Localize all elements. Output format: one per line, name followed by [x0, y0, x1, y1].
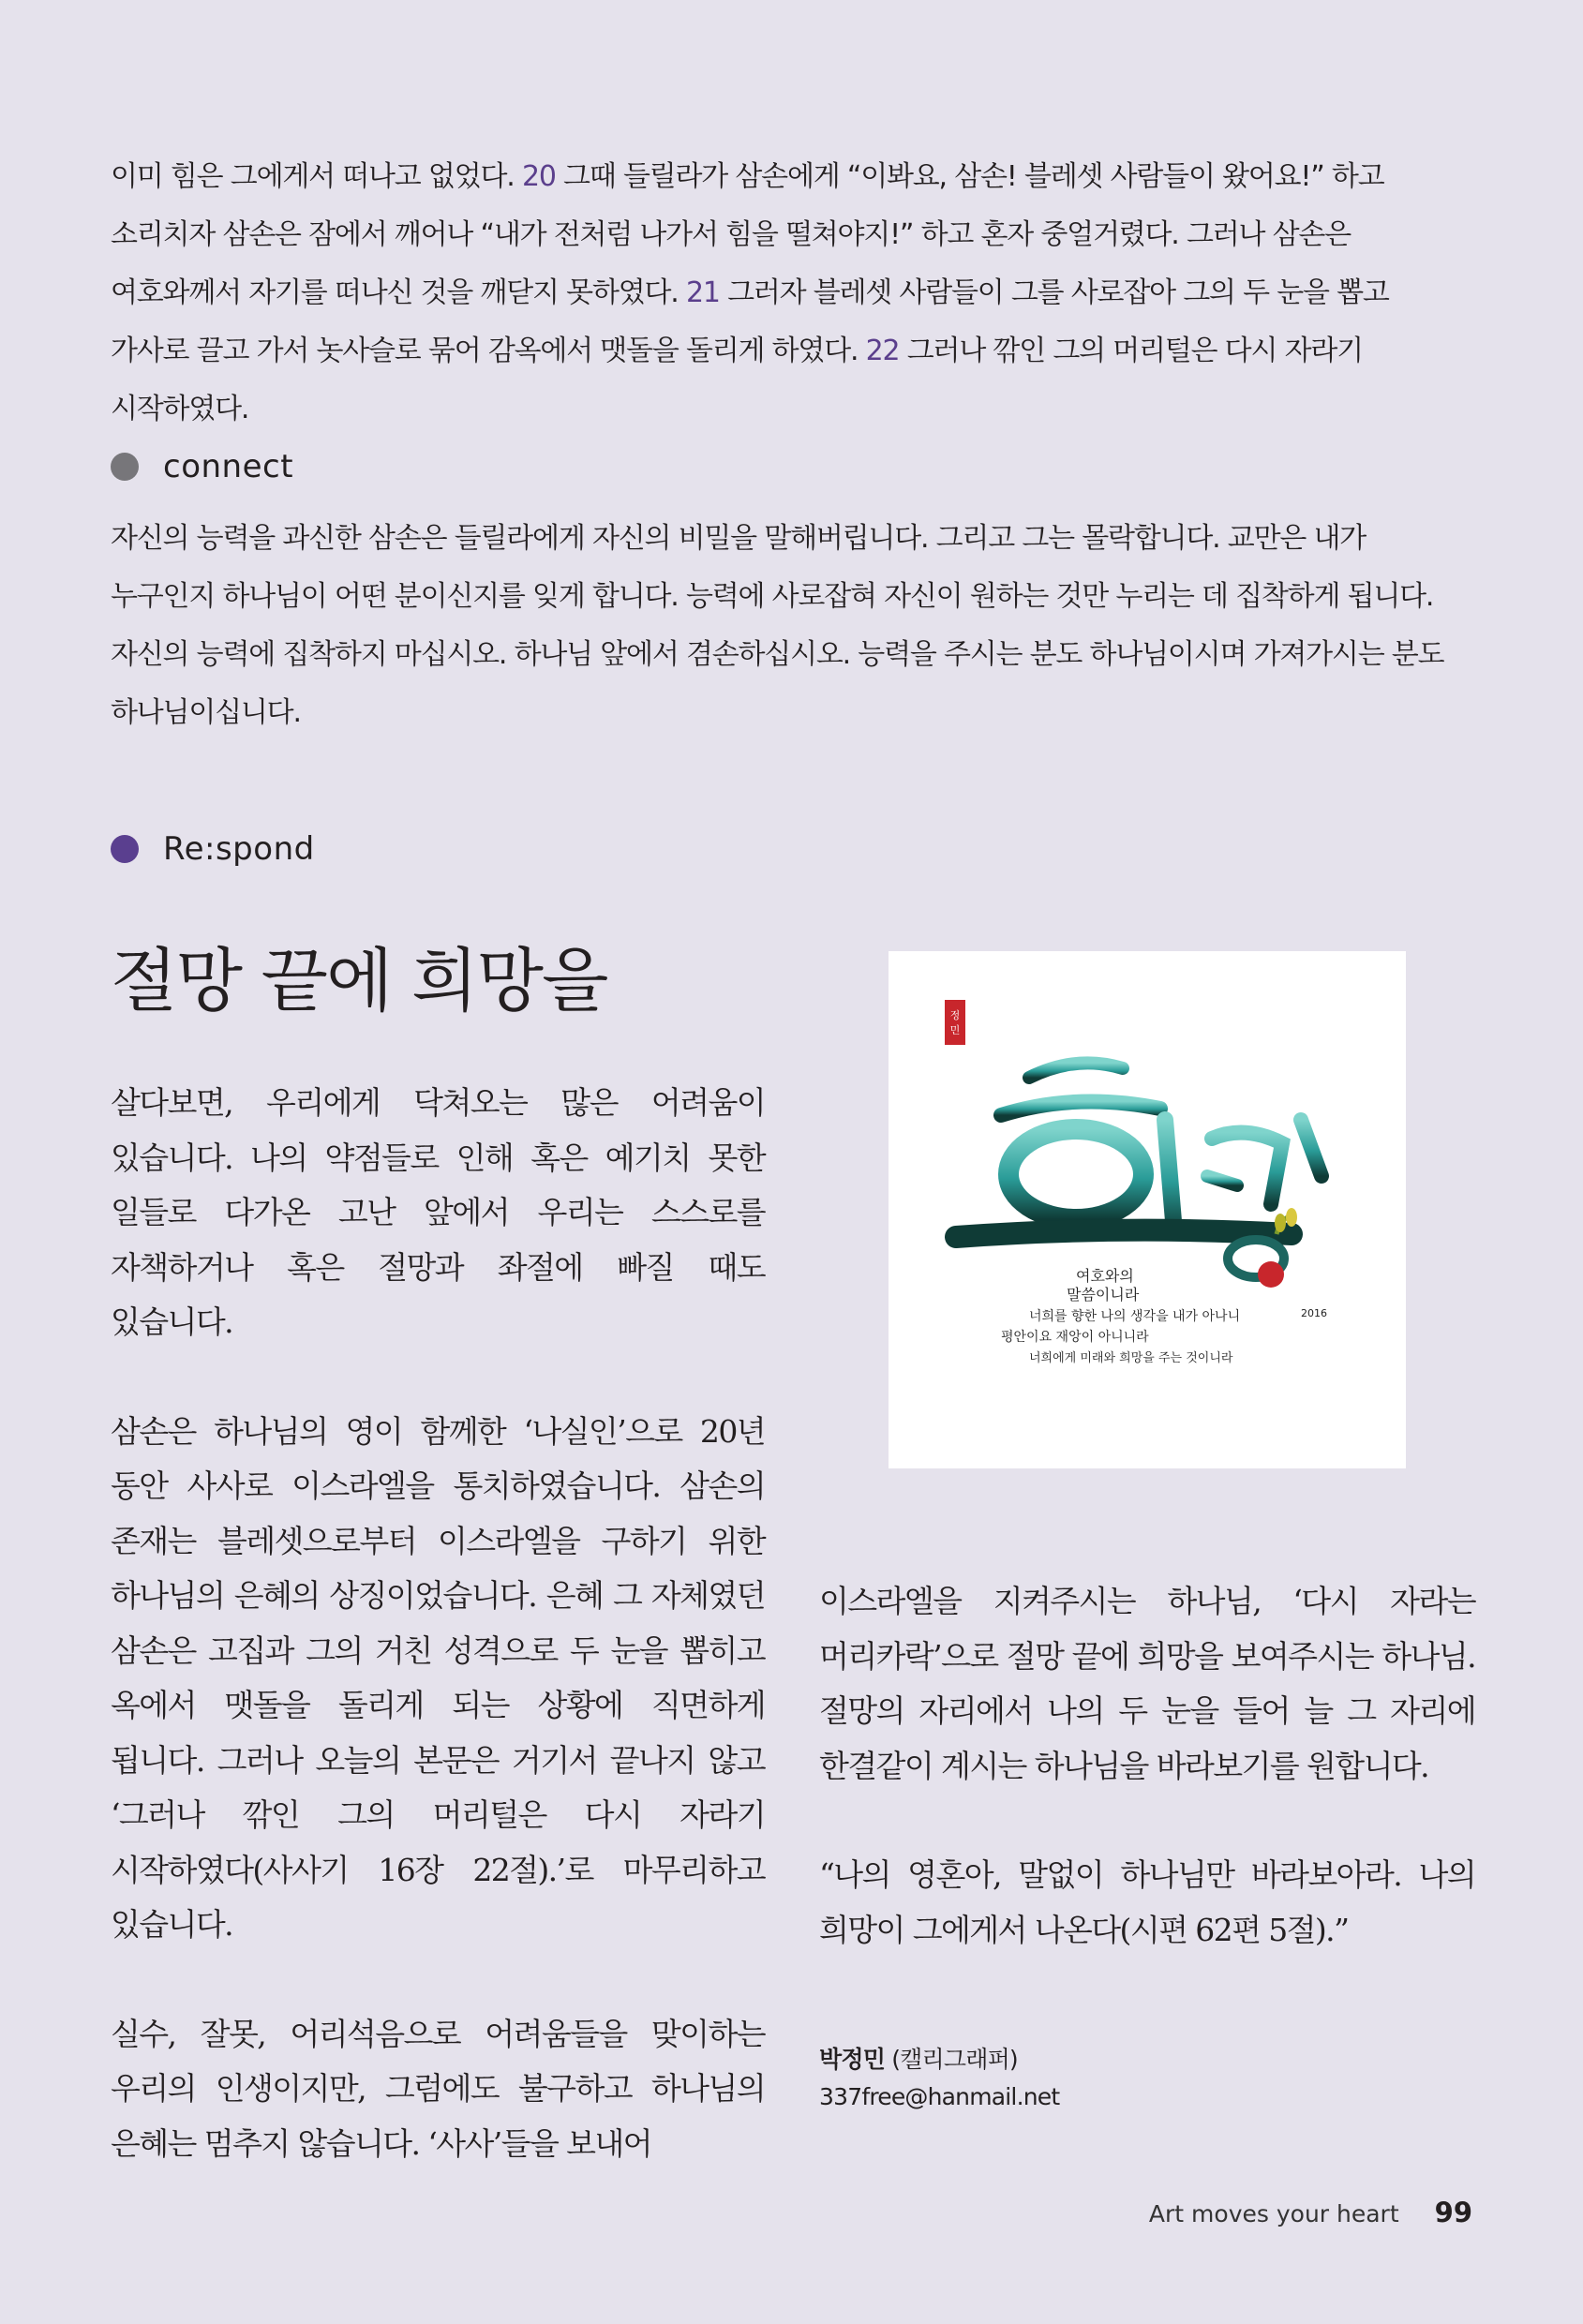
seal-char: 민 — [949, 1024, 961, 1036]
artwork-year: 2016 — [1301, 1307, 1327, 1319]
scripture-text: 그러자 블레셋 사람들이 그를 사로잡아 그의 두 눈을 뽑고 가사로 끌고 가서 놋사슬로 묶어 감옥에서 맷돌을 돌리게 하였다. — [111, 276, 1389, 367]
page-footer — [1149, 2197, 1472, 2228]
article-title: 절망 끝에 희망을 — [111, 941, 607, 1021]
article-paragraph: 살다보면, 우리에게 닥쳐오는 많은 어려움이 있습니다. 나의 약점들로 인해 혹은 예기치 못한 일들로 다가온 고난 앞에서 우리는 스스로를 자책하거나 혹은 절망과 좌절에 빠질 때도 있습니다. — [111, 1084, 765, 1340]
author-name: 박정민 — [819, 2046, 886, 2073]
closing-quote: “나의 영혼아, 말없이 하나님만 바라보아라. 나의 희망이 그에게서 나온다(시편 62편 5절).” — [819, 1856, 1475, 1948]
brush-stroke — [1165, 1120, 1174, 1232]
brush-stroke — [1301, 1120, 1322, 1176]
article-paragraph: 이스라엘을 지켜주시는 하나님, ‘다시 자라는 머리카락’으로 절망 끝에 희망을 보여주시는 하나님. 절망의 자리에서 나의 두 눈을 들어 늘 그 자리에 한결같이 계시는 하나님을 바라보기를 원합니다. — [819, 1583, 1475, 1784]
article-left-column — [111, 1076, 765, 2226]
brush-stroke — [1008, 1129, 1143, 1219]
bullet-dot-icon — [111, 453, 139, 481]
connect-heading-label: connect — [163, 448, 294, 485]
artwork-line: 평안이요 재앙이 아니니라 — [1001, 1330, 1149, 1345]
page-number: 99 — [1434, 2197, 1472, 2228]
brush-stroke — [956, 1230, 1292, 1237]
brush-stroke — [1029, 1063, 1123, 1078]
red-seal-icon — [1258, 1261, 1284, 1288]
brush-stroke — [1207, 1176, 1237, 1185]
artwork-line: 너희에게 미래와 희망을 주는 것이니라 — [1029, 1351, 1233, 1365]
scripture-text: 이미 힘은 그에게서 떠나고 없었다. — [111, 160, 522, 193]
connect-body: 자신의 능력을 과신한 삼손은 들릴라에게 자신의 비밀을 말해버립니다. 그리고 그는 몰락합니다. 교만은 내가 누구인지 하나님이 어떤 분이신지를 잊게 합니다. 능력에 사로잡혀 자신이 원하는 것만 누리는 데 집착하게 됩니다. 자신의 능력에 집착하지 마십시오. 하나님 앞에서 겸손하십시오. 능력을 주시는 분도 하나님이시며 가져가시는 분도 하나님이십니다. — [111, 522, 1444, 729]
verse-number: 22 — [865, 335, 900, 367]
respond-heading — [111, 830, 315, 868]
verse-number: 20 — [521, 160, 556, 193]
article-right-column — [819, 1574, 1475, 2012]
artwork-line: 말씀이니라 — [1067, 1286, 1140, 1304]
artwork-line: 여호와의 — [1076, 1267, 1134, 1285]
respond-heading-label: Re:spond — [163, 830, 315, 868]
article-paragraph: 실수, 잘못, 어리석음으로 어려움들을 맞이하는 우리의 인생이지만, 그럼에도 불구하고 하나님의 은혜는 멈추지 않습니다. ‘사사’들을 보내어 — [111, 2015, 765, 2162]
calligraphy-svg — [889, 951, 1406, 1468]
verse-number: 21 — [685, 276, 720, 309]
scripture-text: 그러나 깎인 그의 머리털은 다시 자라기 시작하였다. — [111, 335, 1363, 425]
artwork-line: 너희를 향한 나의 생각을 내가 아나니 — [1029, 1309, 1241, 1324]
artist-seal-icon — [945, 1000, 965, 1045]
seal-char: 정 — [949, 1009, 961, 1021]
author-role: (캘리그래퍼) — [891, 2046, 1018, 2073]
author-email[interactable]: 337free@hanmail.net — [819, 2083, 1060, 2110]
sprout-leaf-icon — [1286, 1208, 1297, 1227]
scripture-passage — [111, 148, 1474, 439]
brush-stroke — [1001, 1101, 1160, 1115]
scripture-text: 그때 들릴라가 삼손에게 “이봐요, 삼손! 블레셋 사람들이 왔어요!” 하고 소리치자 삼손은 잠에서 깨어나 “내가 전처럼 나가서 힘을 떨쳐야지!” 하고 혼자 중얼거렸다. 그러나 삼손은 여호와께서 자기를 떠나신 것을 깨닫지 못하였다. — [111, 160, 1384, 309]
sprout-leaf-icon — [1275, 1214, 1286, 1232]
bullet-dot-icon — [111, 835, 139, 863]
author-credit — [819, 2041, 1381, 2116]
footer-tagline: Art moves your heart — [1148, 2200, 1399, 2227]
connect-heading — [111, 448, 293, 485]
calligraphy-artwork — [889, 951, 1406, 1468]
brush-stroke — [1212, 1133, 1282, 1204]
article-paragraph: 삼손은 하나님의 영이 함께한 ‘나실인’으로 20년 동안 사사로 이스라엘을 통치하였습니다. 삼손의 존재는 블레셋으로부터 이스라엘을 구하기 위한 하나님의 은혜의 상징이었습니다. 은혜 그 자체였던 삼손은 고집과 그의 거친 성격으로 두 눈을 뽑히고 옥에서 맷돌을 돌리게 되는 상황에 직면하게 됩니다. 그러나 오늘의 본문은 거기서 끝나지 않고 ‘그러나 깎인 그의 머리털은 다시 자라기 시작하였다(사사기 16장 22절).’로 마무리하고 있습니다. — [111, 1412, 765, 1943]
